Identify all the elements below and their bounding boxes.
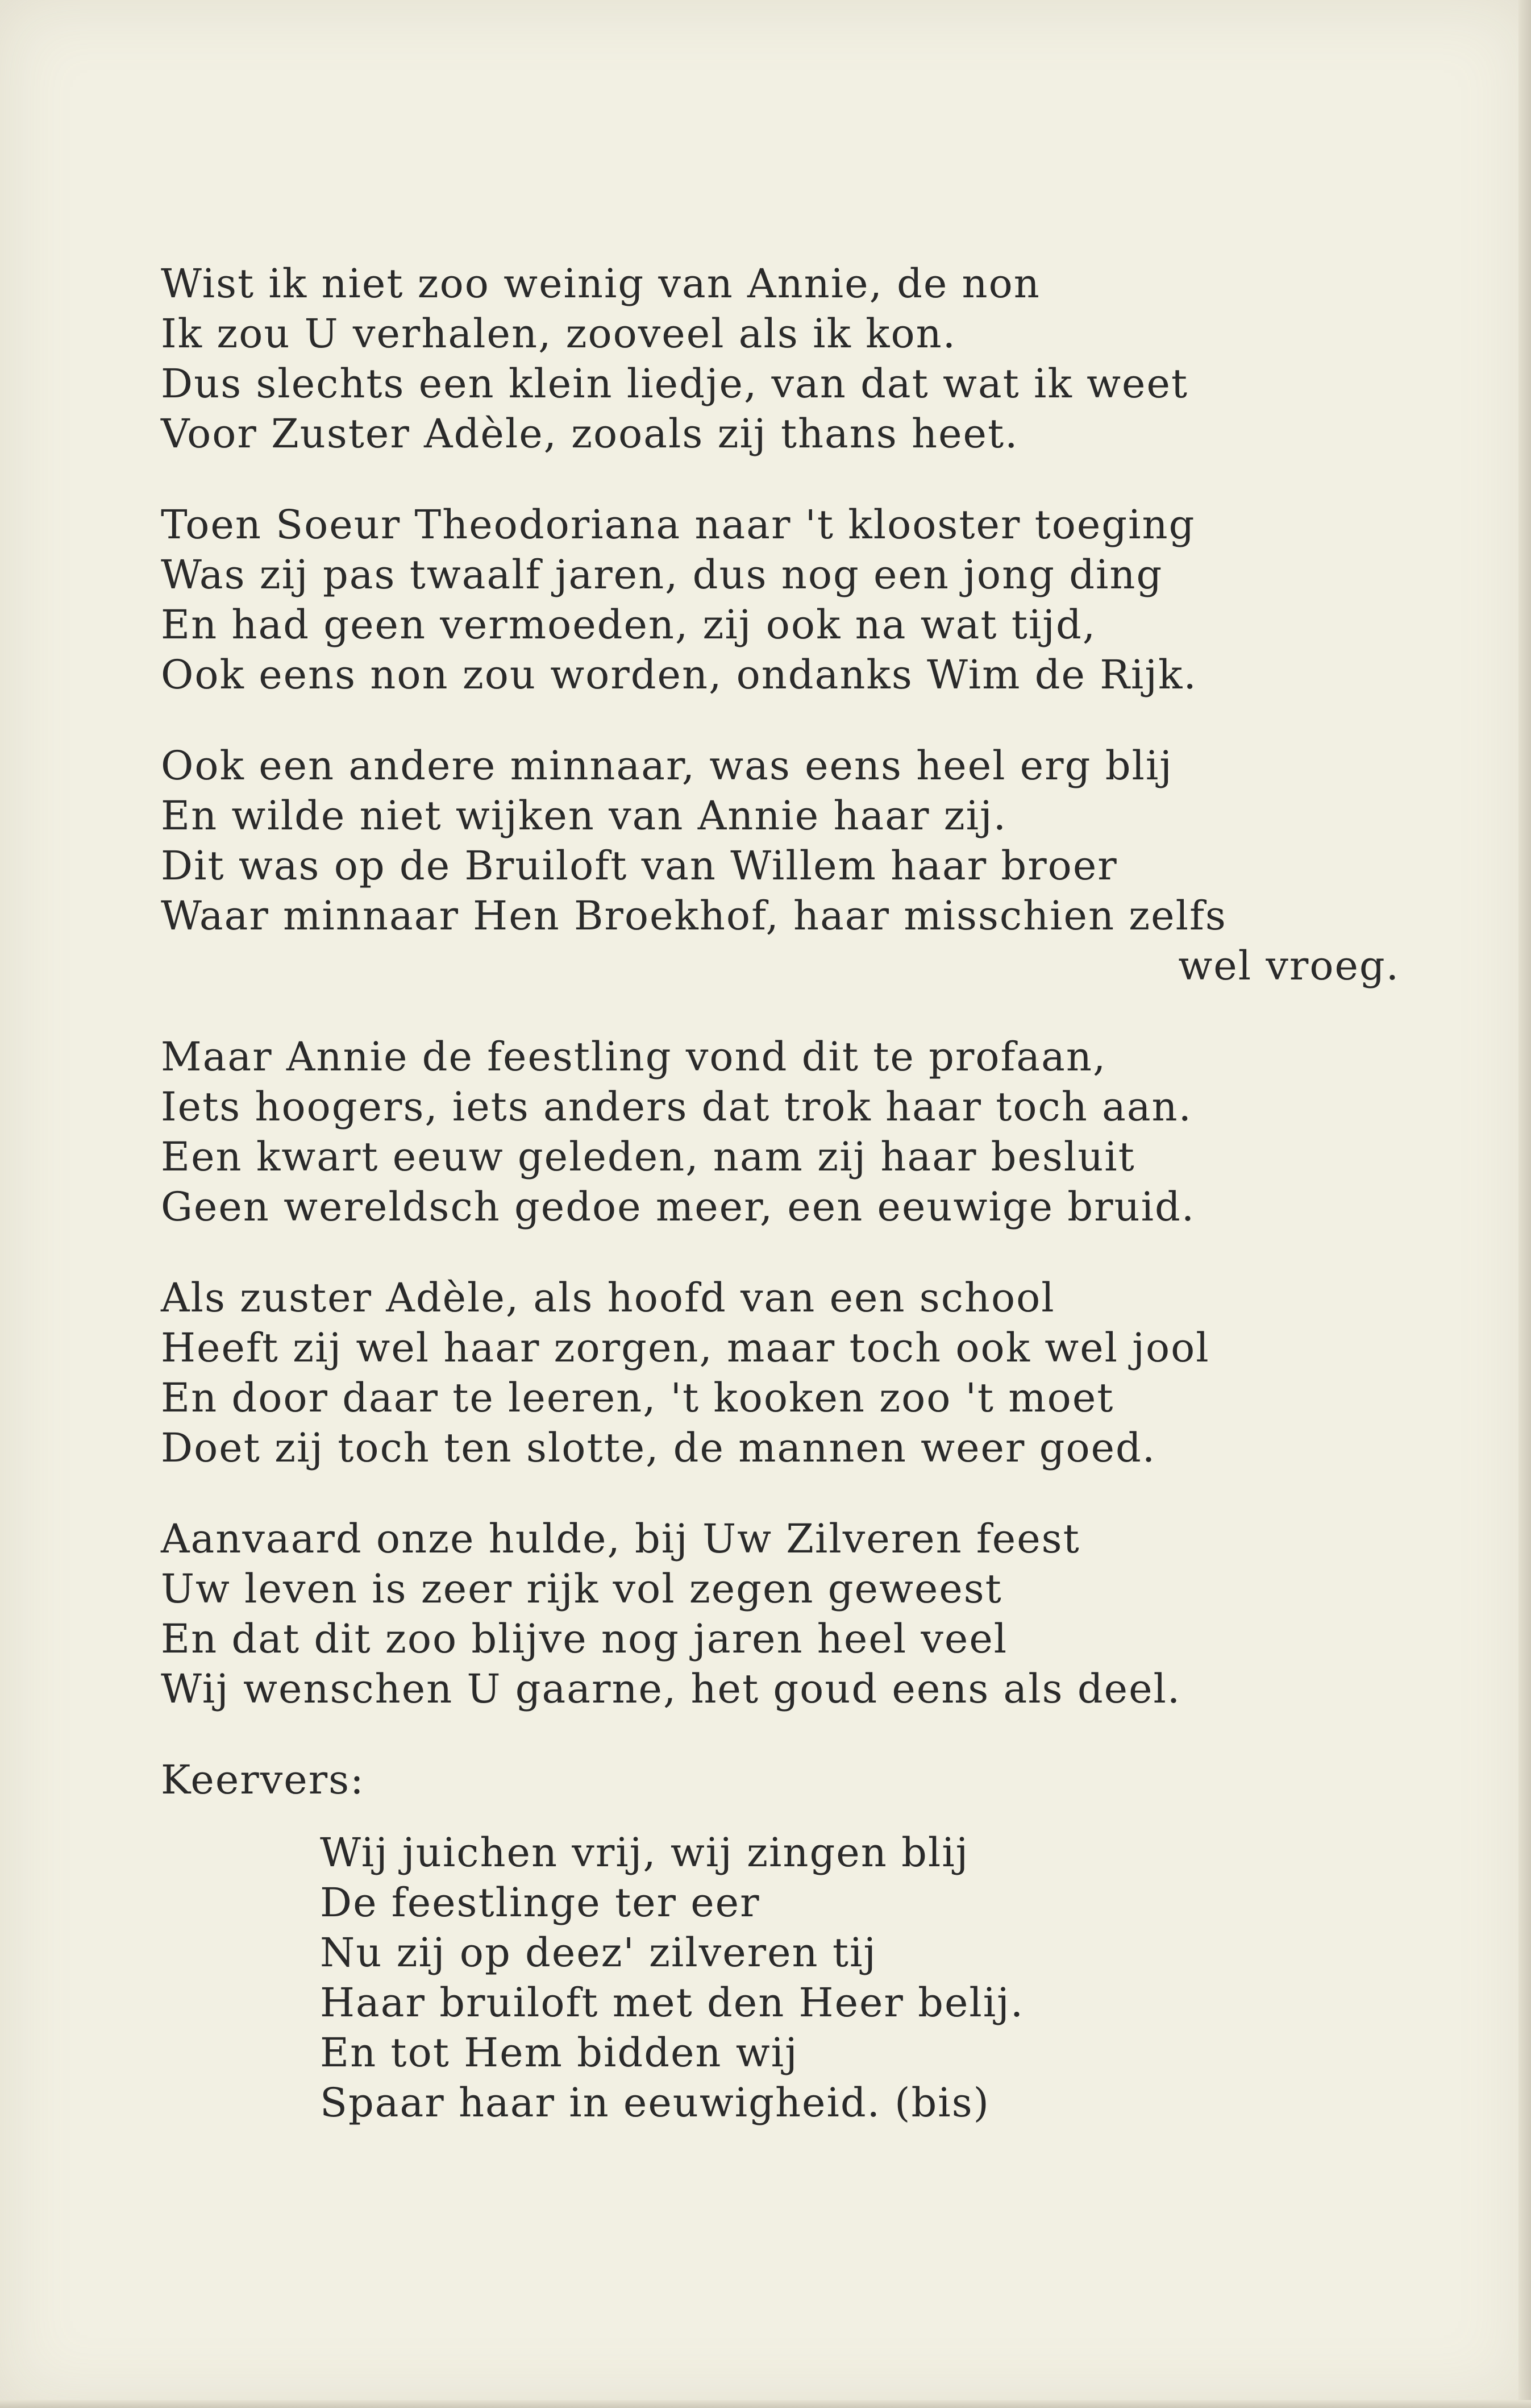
refrain-line: Nu zij op deez' zilveren tij bbox=[320, 1929, 877, 1976]
poem-line: En door daar te leeren, 't kooken zoo 't moet bbox=[161, 1375, 1114, 1421]
poem-line-continuation: wel vroeg. bbox=[1178, 943, 1400, 989]
refrain-line: Haar bruiloft met den Heer belij. bbox=[320, 1979, 1025, 2026]
poem-line: Was zij pas twaalf jaren, dus nog een jong ding bbox=[161, 551, 1163, 598]
poem-line: Toen Soeur Theodoriana naar 't klooster toeging bbox=[161, 501, 1196, 548]
page-edge-shadow bbox=[1518, 0, 1531, 2408]
refrain bbox=[320, 1828, 1400, 2128]
poem-line: Ik zou U verhalen, zooveel als ik kon. bbox=[161, 310, 957, 357]
poem-body bbox=[161, 259, 1400, 2128]
poem-line: En wilde niet wijken van Annie haar zij. bbox=[161, 792, 1007, 839]
stanza-6 bbox=[161, 1514, 1400, 1714]
poem-line: En had geen vermoeden, zij ook na wat tijd, bbox=[161, 601, 1097, 648]
refrain-line: De feestlinge ter eer bbox=[320, 1879, 760, 1926]
stanza-5 bbox=[161, 1273, 1400, 1473]
poem-line: Geen wereldsch gedoe meer, een eeuwige bruid. bbox=[161, 1184, 1196, 1230]
stanza-3 bbox=[161, 741, 1400, 991]
poem-line: Aanvaard onze hulde, bij Uw Zilveren feest bbox=[161, 1516, 1080, 1562]
stanza-1 bbox=[161, 259, 1400, 459]
poem-line: Wij wenschen U gaarne, het goud eens als deel. bbox=[161, 1666, 1181, 1712]
poem-line: Waar minnaar Hen Broekhof, haar misschien zelfs bbox=[161, 892, 1227, 939]
poem-line: En dat dit zoo blijve nog jaren heel veel bbox=[161, 1616, 1008, 1662]
stanza-2 bbox=[161, 500, 1400, 700]
poem-line: Dit was op de Bruiloft van Willem haar broer bbox=[161, 842, 1118, 889]
refrain-line: En tot Hem bidden wij bbox=[320, 2029, 798, 2076]
refrain-label: Keervers: bbox=[161, 1757, 365, 1803]
poem-line: Een kwart eeuw geleden, nam zij haar besluit bbox=[161, 1134, 1135, 1180]
poem-line: Uw leven is zeer rijk vol zegen geweest bbox=[161, 1566, 1002, 1612]
poem-line: Heeft zij wel haar zorgen, maar toch ook wel jool bbox=[161, 1325, 1210, 1371]
poem-line: Als zuster Adèle, als hoofd van een school bbox=[161, 1274, 1055, 1321]
refrain-line: Wij juichen vrij, wij zingen blij bbox=[320, 1829, 970, 1876]
stanza-4 bbox=[161, 1032, 1400, 1232]
poem-line: Maar Annie de feestling vond dit te profaan, bbox=[161, 1033, 1107, 1080]
poem-line: Iets hoogers, iets anders dat trok haar toch aan. bbox=[161, 1083, 1192, 1130]
page-bottom-edge bbox=[0, 2400, 1531, 2408]
poem-line: Ook een andere minnaar, was eens heel erg blij bbox=[161, 742, 1173, 789]
poem-line: Voor Zuster Adèle, zooals zij thans heet. bbox=[161, 410, 1019, 457]
poem-line: Doet zij toch ten slotte, de mannen weer goed. bbox=[161, 1425, 1156, 1471]
refrain-line: Spaar haar in eeuwigheid. (bis) bbox=[320, 2079, 990, 2126]
poem-line: Dus slechts een klein liedje, van dat wat ik weet bbox=[161, 360, 1189, 407]
poem-line: Wist ik niet zoo weinig van Annie, de non bbox=[161, 260, 1041, 307]
poem-line: Ook eens non zou worden, ondanks Wim de Rijk. bbox=[161, 651, 1197, 698]
